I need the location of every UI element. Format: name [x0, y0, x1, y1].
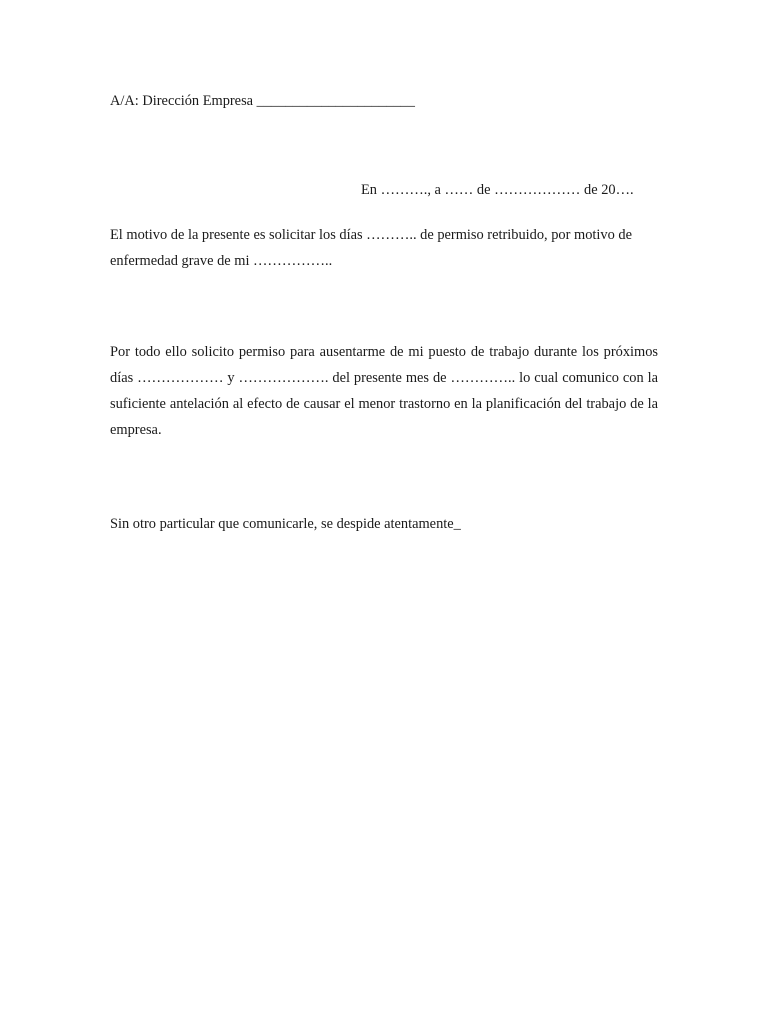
- place-date-line: En ………., a …… de ……………… de 20….: [361, 182, 634, 198]
- request-paragraph: El motivo de la presente es solicitar los días ……….. de permiso retribuido, por motivo de enfermedad grave de mi ……………..: [110, 227, 632, 269]
- permission-paragraph: Por todo ello solicito permiso para ausentarme de mi puesto de trabajo durante los próximos días ……………… y ………………. del presente mes de ………….. lo cual comunico con la suficiente antelación al efecto de causar el menor trastorno en la planificación del trabajo de la empresa.: [110, 344, 658, 438]
- addressee-line: A/A: Dirección Empresa ______________________: [110, 93, 415, 109]
- closing-line: Sin otro particular que comunicarle, se despide atentamente_: [110, 516, 461, 532]
